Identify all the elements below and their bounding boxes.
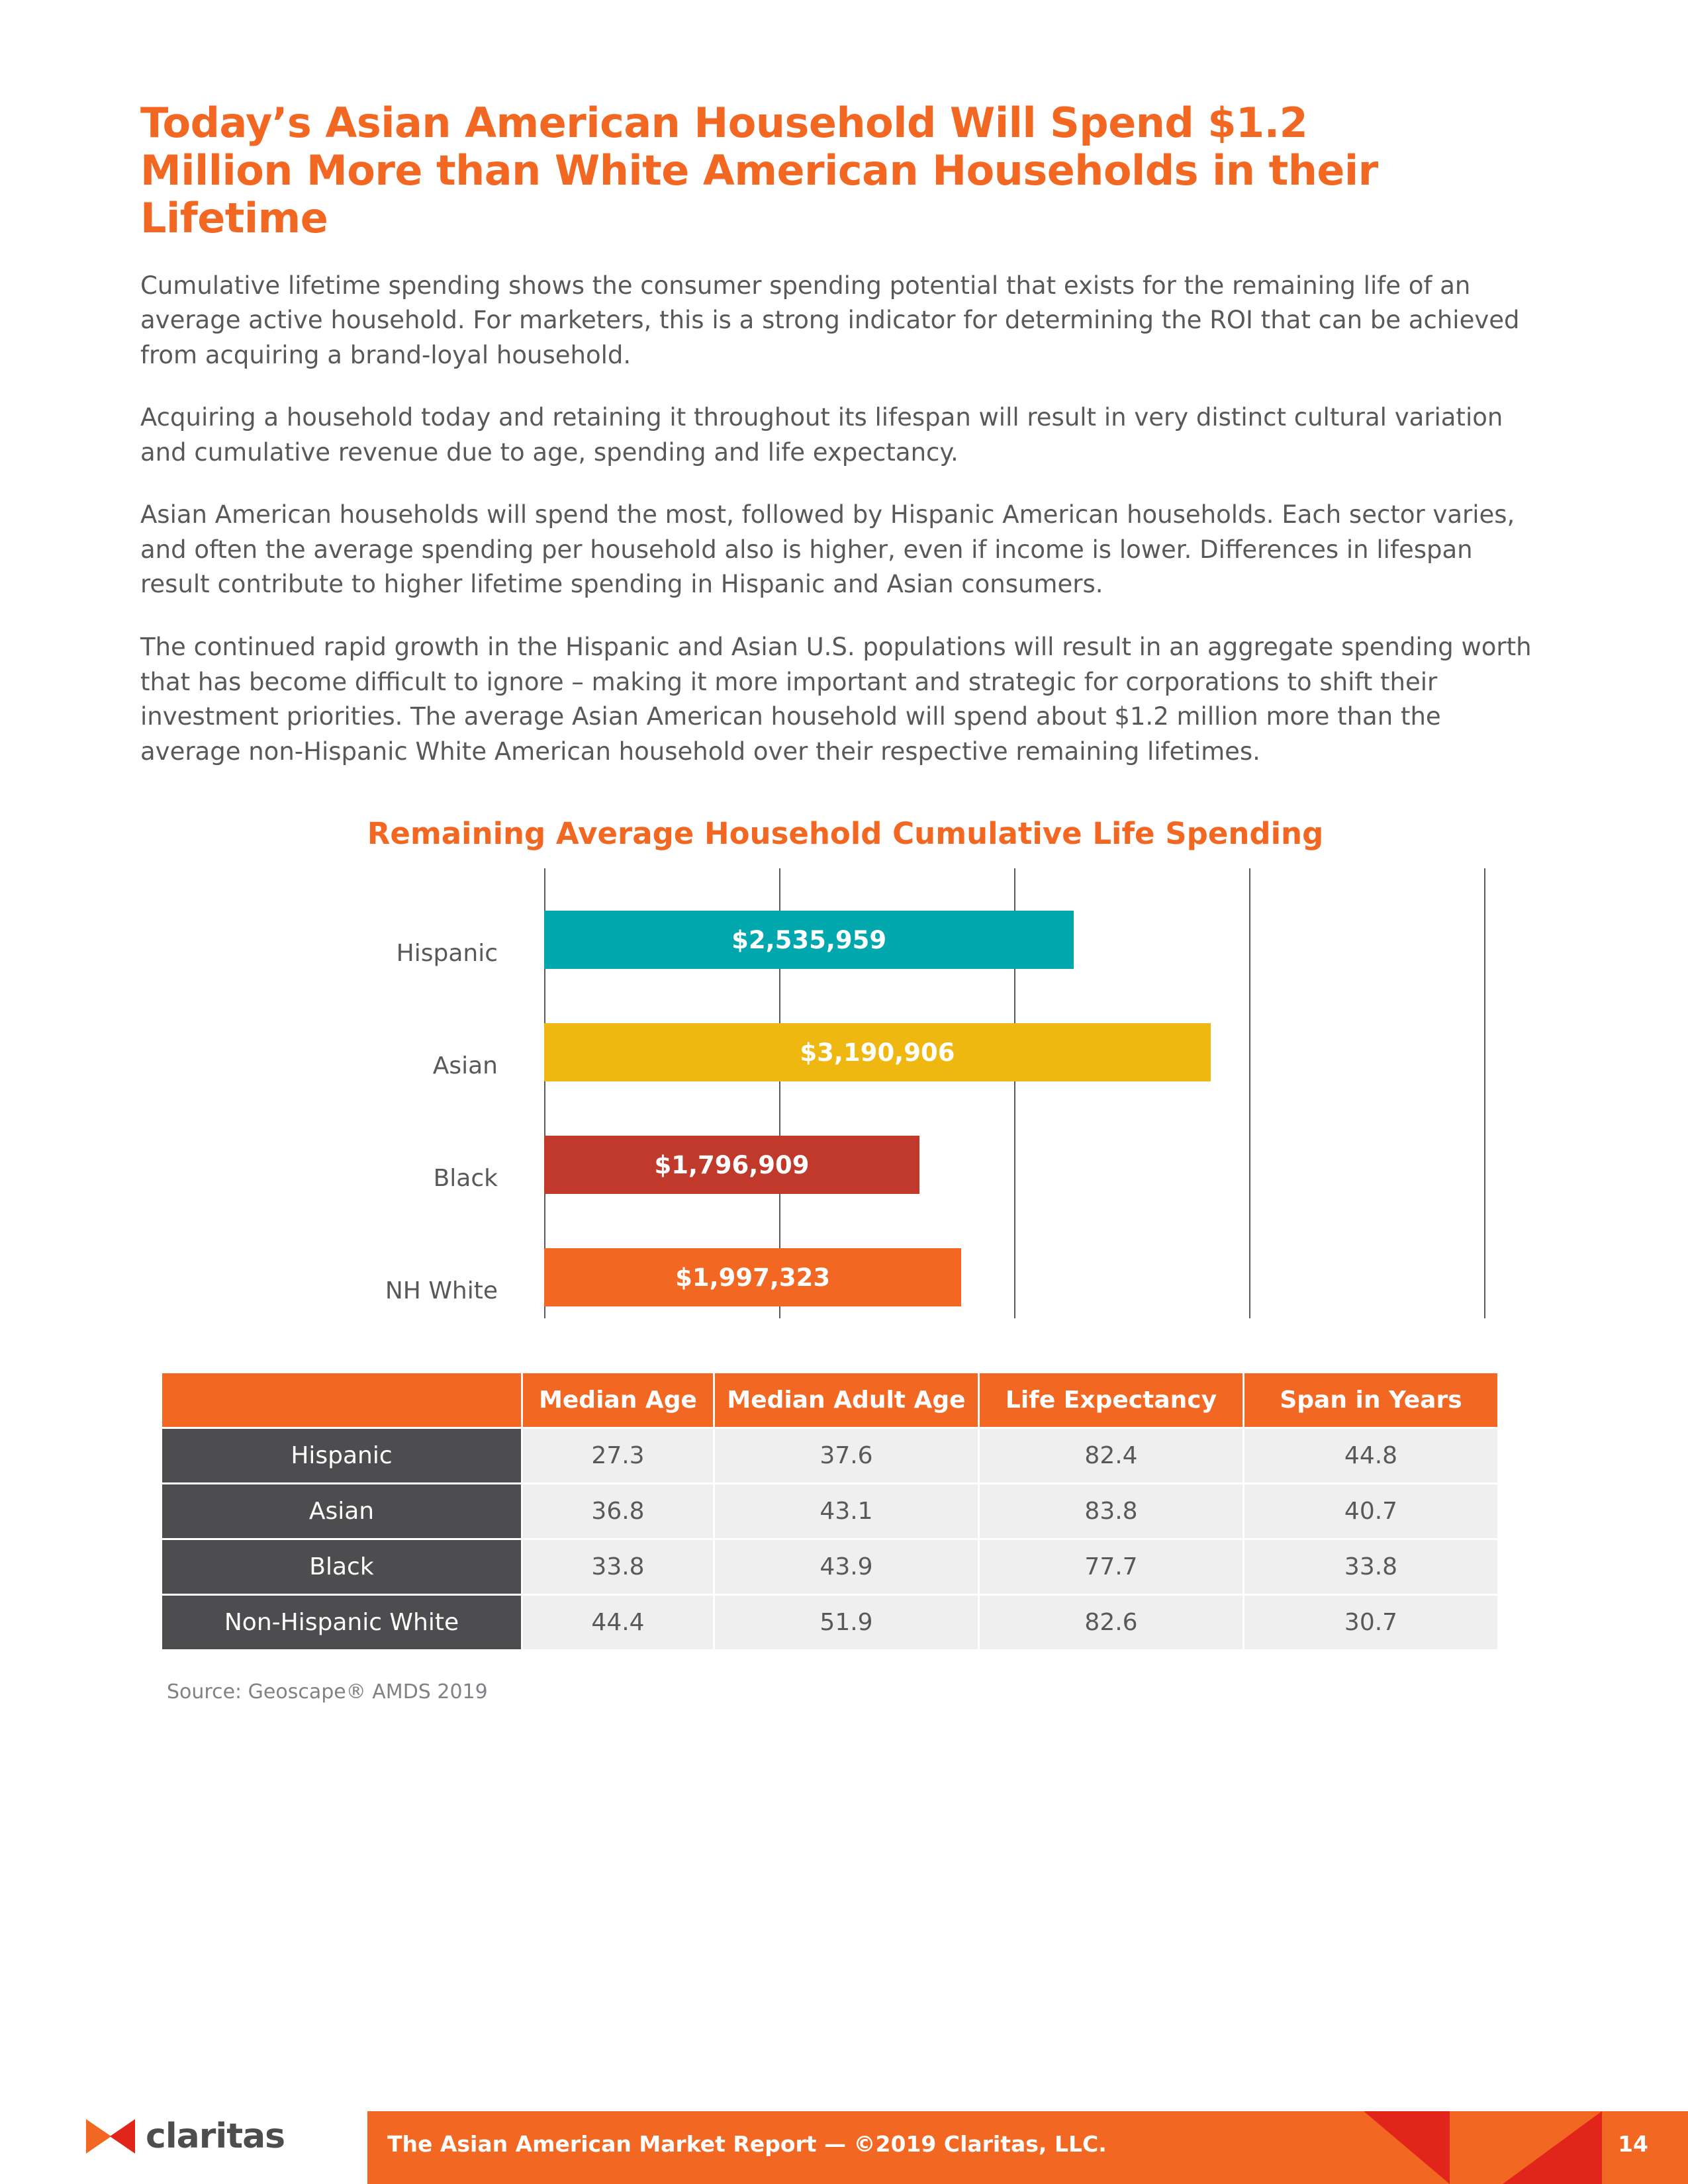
claritas-logo-text: claritas (146, 2116, 285, 2156)
table-cell: 77.7 (979, 1539, 1244, 1595)
body-paragraph-1: Cumulative lifetime spending shows the consumer spending potential that exists for the remaining life of an average active household. For marketers, this is a strong indicator for determining the ROI that can be achieved from acquiring a brand-loyal household. (140, 271, 1520, 369)
table-cell: 27.3 (522, 1428, 714, 1484)
chart-bar (544, 1248, 961, 1306)
table-row (162, 1595, 1499, 1651)
body-paragraph-3: Asian American households will spend the most, followed by Hispanic American households. Each sector varies, and often the average spending per household also is higher, even if income is lower. Differences in lifespan result contribute to higher lifetime spending in Hispanic and Asian consumers. (140, 500, 1515, 599)
table-row (162, 1484, 1499, 1539)
table-cell: 83.8 (979, 1484, 1244, 1539)
footer-page-number: 14 (1618, 2131, 1648, 2157)
source-note: Source: Geoscape® AMDS 2019 (167, 1680, 488, 1704)
chart-title: Remaining Average Household Cumulative Life Spending (367, 816, 1324, 852)
table-header-row (162, 1373, 1499, 1428)
chart-bar (544, 1023, 1211, 1081)
chart-gridline (1249, 868, 1250, 1318)
chart-gridline (1484, 868, 1485, 1318)
body-paragraph-4: The continued rapid growth in the Hispanic and Asian U.S. populations will result in an aggregate spending worth that has become difficult to ignore – making it more important and strategic for corporations to shift their investment priorities. The average Asian American household will spend about $1.2 million more than the average non-Hispanic White American household over their respective remaining lifetimes. (140, 632, 1532, 766)
chart-bar-value: $1,997,323 (675, 1263, 831, 1292)
table-row-label: Asian (162, 1484, 522, 1539)
chart-bar-value: $2,535,959 (731, 925, 887, 954)
table-header-cell-blank (162, 1373, 522, 1428)
table-cell: 44.8 (1244, 1428, 1499, 1484)
table-cell: 43.9 (714, 1539, 979, 1595)
table-cell: 82.4 (979, 1428, 1244, 1484)
chart-category-label: Black (433, 1165, 498, 1193)
footer-attribution: The Asian American Market Report — ©2019 Claritas, LLC. (387, 2131, 1107, 2157)
table-cell: 33.8 (522, 1539, 714, 1595)
page-title: Today’s Asian American Household Will Spend $1.2 Million More than White American Households in their Lifetime (140, 99, 1378, 242)
demographics-table (160, 1371, 1499, 1651)
table-row (162, 1428, 1499, 1484)
chart-category-labels (154, 868, 531, 1318)
table-row-label: Non-Hispanic White (162, 1595, 522, 1651)
claritas-logo (86, 2116, 285, 2156)
table-cell: 82.6 (979, 1595, 1244, 1651)
page-content (140, 99, 1550, 1704)
table-cell: 40.7 (1244, 1484, 1499, 1539)
chart-category-label: NH White (385, 1277, 498, 1305)
chart-bars (544, 868, 1484, 1318)
table-row-label: Hispanic (162, 1428, 522, 1484)
footer-chevron-icon (1364, 2111, 1450, 2184)
page-footer (0, 2085, 1688, 2184)
chart-bar (544, 911, 1074, 969)
body-paragraph-2: Acquiring a household today and retaining it throughout its lifespan will result in very distinct cultural variation and cumulative revenue due to age, spending and life expectancy. (140, 403, 1503, 467)
table-header-cell: Median Age (522, 1373, 714, 1428)
claritas-logo-icon (86, 2116, 135, 2156)
table-cell: 30.7 (1244, 1595, 1499, 1651)
table-header-cell: Span in Years (1244, 1373, 1499, 1428)
table-header-cell: Life Expectancy (979, 1373, 1244, 1428)
table-header-cell: Median Adult Age (714, 1373, 979, 1428)
table-cell: 43.1 (714, 1484, 979, 1539)
bar-chart (140, 815, 1550, 1332)
table-cell: 51.9 (714, 1595, 979, 1651)
table-cell: 33.8 (1244, 1539, 1499, 1595)
table-row-label: Black (162, 1539, 522, 1595)
table-cell: 37.6 (714, 1428, 979, 1484)
chart-plot-area (154, 868, 1550, 1332)
chart-bar-value: $1,796,909 (654, 1150, 810, 1179)
table-cell: 36.8 (522, 1484, 714, 1539)
chart-bar-value: $3,190,906 (800, 1038, 955, 1067)
table-cell: 44.4 (522, 1595, 714, 1651)
chart-bar (544, 1136, 919, 1194)
chart-category-label: Asian (432, 1052, 498, 1080)
footer-chevron-icon (1503, 2111, 1602, 2184)
table-row (162, 1539, 1499, 1595)
chart-category-label: Hispanic (396, 940, 498, 968)
